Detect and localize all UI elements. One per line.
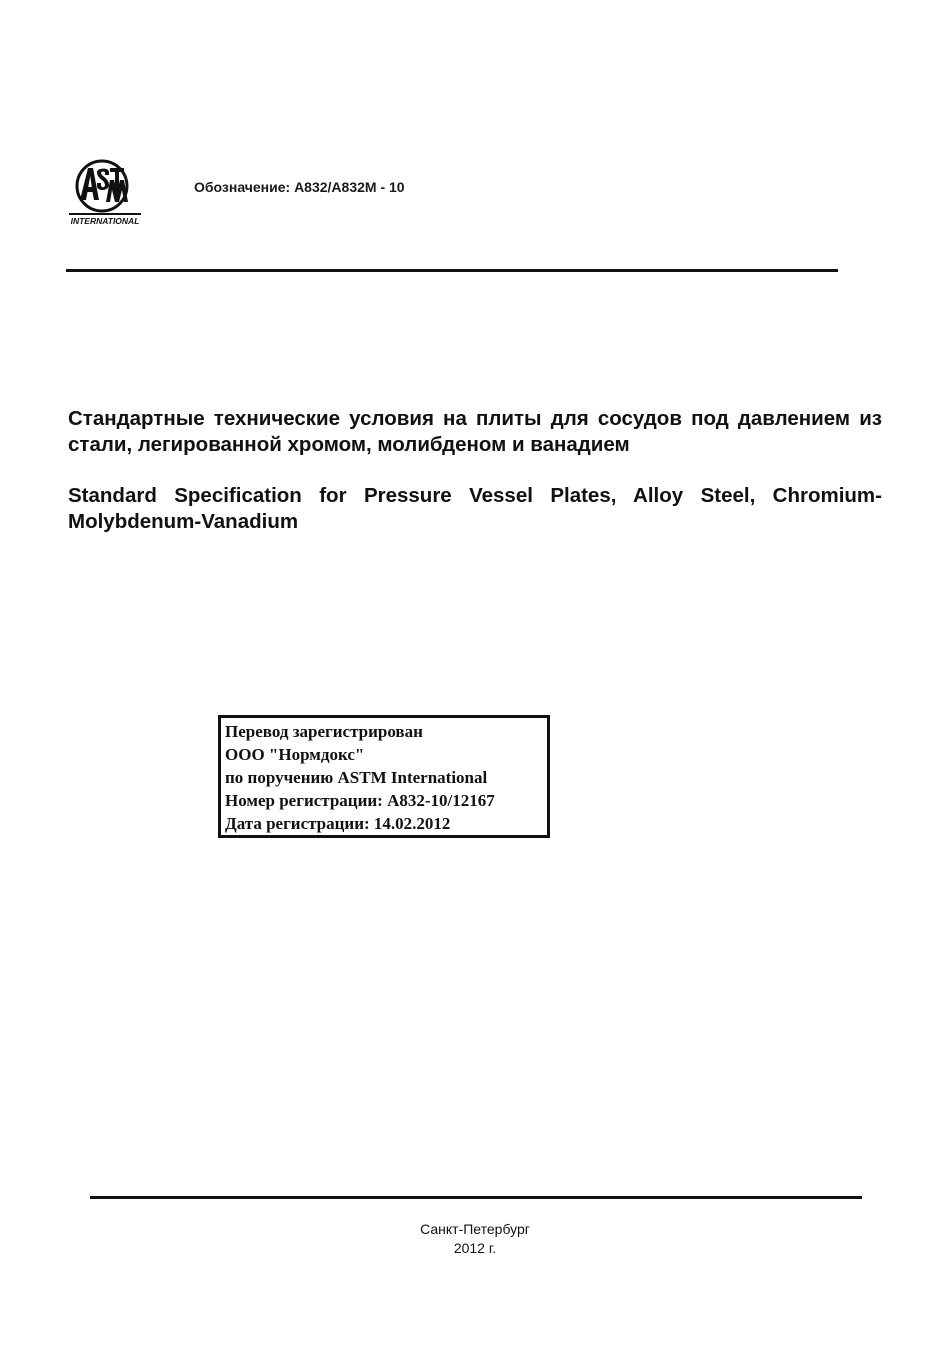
footer-year: 2012 г.	[453, 1240, 497, 1256]
title-english: Standard Specification for Pressure Vessel Plates, Alloy Steel, Chromium-Molybdenum-Vanadium	[68, 484, 882, 533]
footer-divider	[90, 1196, 862, 1199]
registration-stamp	[218, 715, 550, 838]
registration-line: Дата регистрации: 14.02.2012	[225, 814, 451, 833]
astm-logo	[66, 158, 144, 228]
footer-city: Санкт-Петербург	[420, 1221, 530, 1237]
astm-logo-graphic	[66, 158, 144, 228]
header-divider	[66, 269, 838, 272]
logo-subtext: INTERNATIONAL	[70, 216, 140, 226]
registration-line: Номер регистрации: A832-10/12167	[225, 791, 495, 810]
document-designation: Обозначение: A832/A832M - 10	[194, 179, 405, 195]
registration-line: ООО "Нормдокс"	[225, 745, 365, 764]
registration-line: Перевод зарегистрирован	[225, 722, 423, 741]
registration-line: по поручению ASTM International	[225, 768, 488, 787]
title-russian: Стандартные технические условия на плиты для сосудов под давлением из стали, легированной хромом, молибденом и ванадием	[68, 407, 882, 456]
